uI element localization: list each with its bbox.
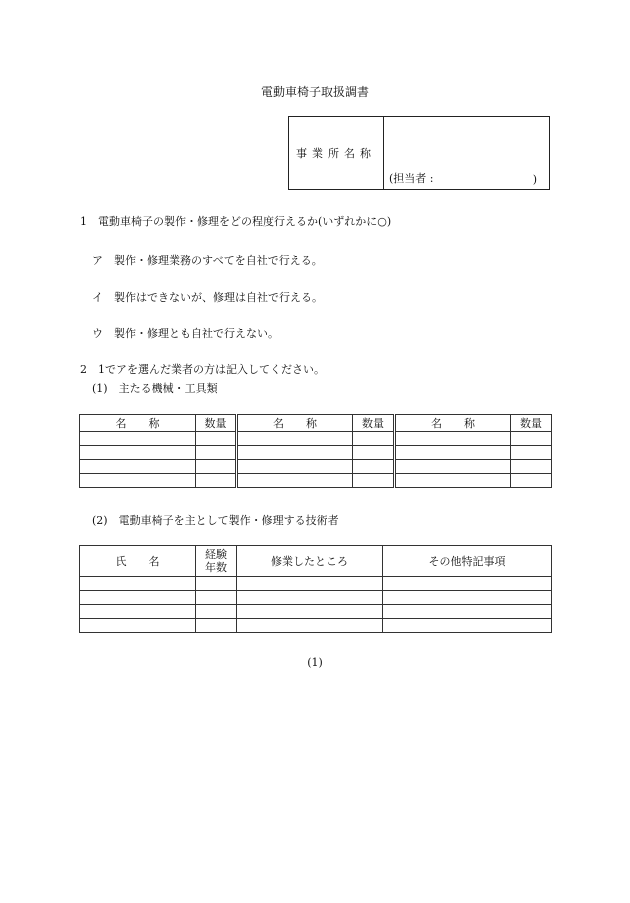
cell[interactable]	[383, 605, 552, 619]
table-row	[80, 432, 552, 446]
cell[interactable]	[80, 474, 196, 488]
header-name: 名 称	[395, 415, 511, 432]
cell[interactable]	[237, 619, 383, 633]
table-row	[80, 474, 552, 488]
q2-sub1-heading: (1) 主たる機械・工具類	[92, 382, 218, 395]
header-person-name: 氏 名	[80, 546, 196, 577]
header-name: 名 称	[237, 415, 353, 432]
cell[interactable]	[237, 605, 383, 619]
cell[interactable]	[196, 591, 237, 605]
q1-option-a: ア 製作・修理業務のすべてを自社で行える。	[92, 254, 323, 267]
machine-tools-table	[79, 414, 552, 488]
cell[interactable]	[353, 432, 395, 446]
cell[interactable]	[80, 619, 196, 633]
cell[interactable]	[383, 619, 552, 633]
cell[interactable]	[237, 591, 383, 605]
table-row	[80, 446, 552, 460]
header-quantity: 数量	[196, 415, 237, 432]
q2-heading: 2 1でアを選んだ業者の方は記入してください。	[80, 363, 325, 376]
q1-option-u: ウ 製作・修理とも自社で行えない。	[92, 327, 279, 340]
cell[interactable]	[196, 446, 237, 460]
contact-person-label: (担当者 :	[389, 172, 434, 185]
cell[interactable]	[237, 474, 353, 488]
contact-person-close: )	[532, 173, 537, 186]
page-number: (1)	[307, 656, 323, 669]
technicians-table	[79, 545, 552, 633]
cell[interactable]	[196, 605, 237, 619]
cell[interactable]	[196, 432, 237, 446]
cell[interactable]	[80, 591, 196, 605]
cell[interactable]	[383, 577, 552, 591]
cell[interactable]	[80, 446, 196, 460]
cell[interactable]	[80, 460, 196, 474]
office-name-box	[288, 116, 550, 190]
cell[interactable]	[511, 446, 552, 460]
cell[interactable]	[353, 460, 395, 474]
table-row	[80, 591, 552, 605]
cell[interactable]	[383, 591, 552, 605]
cell[interactable]	[237, 432, 353, 446]
document-title: 電動車椅子取扱調書	[260, 85, 369, 99]
cell[interactable]	[237, 460, 353, 474]
cell[interactable]	[237, 577, 383, 591]
cell[interactable]	[511, 432, 552, 446]
cell[interactable]	[395, 474, 511, 488]
cell[interactable]	[353, 446, 395, 460]
cell[interactable]	[196, 577, 237, 591]
cell[interactable]	[196, 619, 237, 633]
cell[interactable]	[237, 446, 353, 460]
table-header-row	[80, 546, 552, 577]
header-training-place: 修業したところ	[237, 546, 383, 577]
q2-sub2-heading: (2) 電動車椅子を主として製作・修理する技術者	[92, 514, 339, 527]
header-years-experience: 経験年数	[196, 546, 237, 577]
office-name-label: 事業所名称	[289, 117, 384, 189]
header-remarks: その他特記事項	[383, 546, 552, 577]
cell[interactable]	[353, 474, 395, 488]
cell[interactable]	[395, 446, 511, 460]
table-header-row	[80, 415, 552, 432]
table-row	[80, 460, 552, 474]
table-row	[80, 605, 552, 619]
table-row	[80, 577, 552, 591]
cell[interactable]	[80, 432, 196, 446]
cell[interactable]	[511, 460, 552, 474]
table-row	[80, 619, 552, 633]
cell[interactable]	[80, 577, 196, 591]
header-quantity: 数量	[353, 415, 395, 432]
cell[interactable]	[511, 474, 552, 488]
cell[interactable]	[80, 605, 196, 619]
header-name: 名 称	[80, 415, 196, 432]
cell[interactable]	[196, 474, 237, 488]
q1-heading: 1 電動車椅子の製作・修理をどの程度行えるか(いずれかに○)	[80, 215, 392, 228]
header-quantity: 数量	[511, 415, 552, 432]
cell[interactable]	[395, 460, 511, 474]
cell[interactable]	[196, 460, 237, 474]
cell[interactable]	[395, 432, 511, 446]
q1-option-i: イ 製作はできないが、修理は自社で行える。	[92, 291, 323, 304]
